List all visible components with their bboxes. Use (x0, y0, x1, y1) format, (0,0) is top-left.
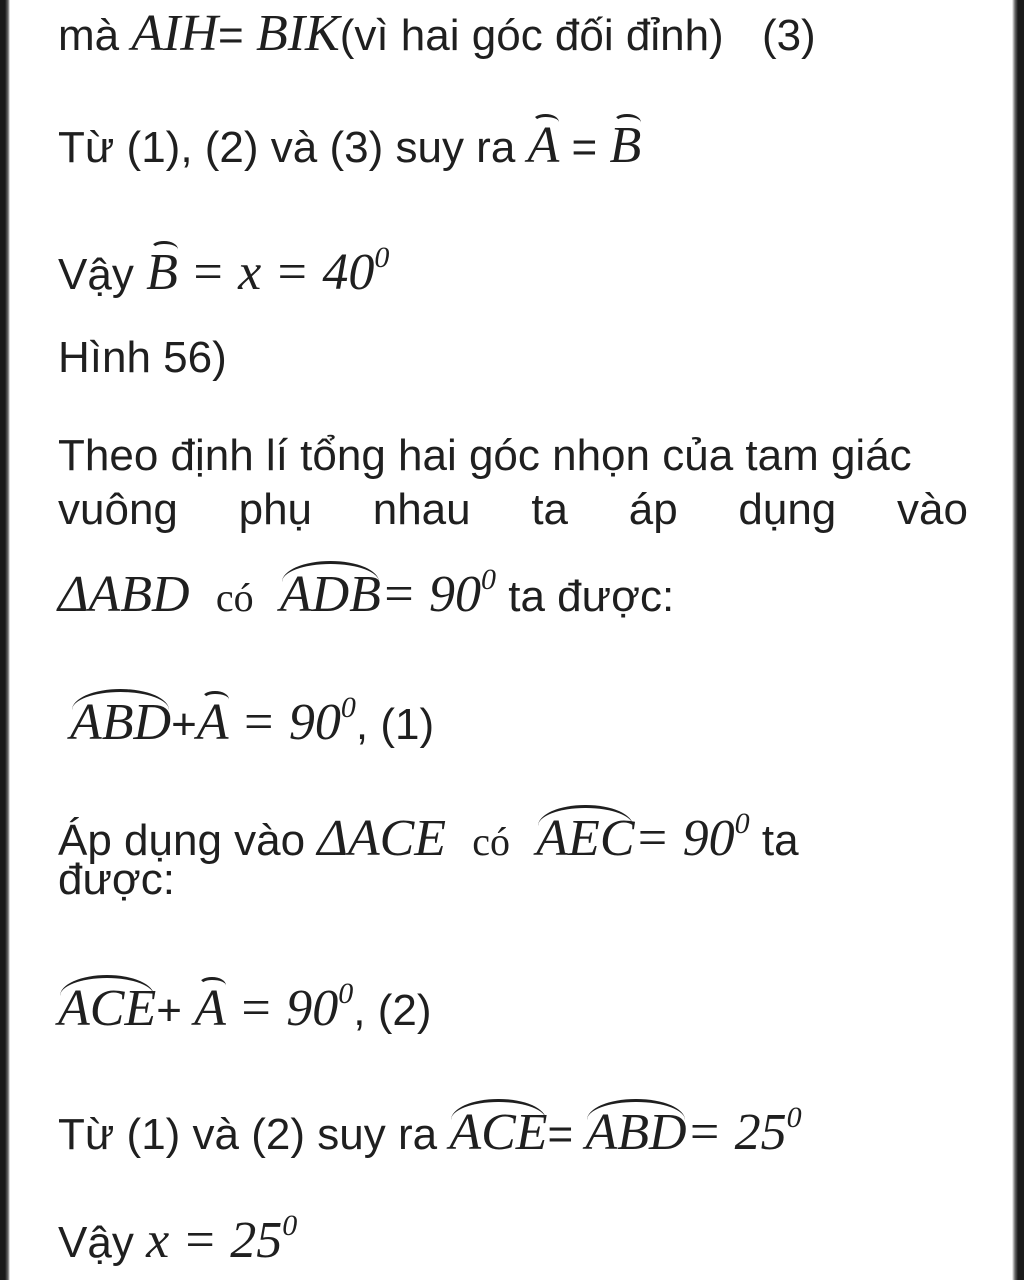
degree-sup: 0 (734, 807, 750, 840)
math-value: = 90 (238, 980, 339, 1037)
ref: , (1) (355, 700, 435, 749)
math-angle-bik: BIK (255, 5, 340, 62)
word-co: có (215, 575, 254, 620)
math-angle-b: B (609, 117, 642, 174)
text: Vậy (58, 250, 134, 299)
equals: = (547, 1110, 574, 1159)
math-angle-abd: ABD (70, 694, 172, 751)
plus: + (171, 700, 197, 749)
text: Từ (1) và (2) suy ra (58, 1110, 438, 1159)
right-screen-edge (1012, 0, 1024, 1280)
text: được: (58, 855, 176, 904)
word: vào (896, 485, 968, 534)
math-angle-b: B (146, 244, 178, 301)
word: nhau (372, 485, 471, 534)
heading-text: Hình 56) (58, 333, 227, 382)
degree-sup: 0 (282, 1209, 298, 1242)
text: Vậy (58, 1218, 134, 1267)
math-angle-ace: ACE (449, 1104, 548, 1161)
word: ta (531, 485, 569, 534)
paragraph-apply-ace-line2 (58, 852, 968, 908)
word: phụ (238, 485, 313, 534)
text: mà (58, 11, 120, 60)
text: Từ (1), (2) và (3) suy ra (58, 123, 516, 172)
math-value: x = 25 (146, 1212, 283, 1269)
ref: (3) (761, 11, 816, 60)
degree-sup: 0 (481, 563, 497, 596)
plus: + (156, 986, 182, 1035)
degree-sup: 0 (374, 241, 390, 274)
text: Áp dụng vào (58, 816, 306, 865)
line-vertical-angles (58, 6, 968, 64)
math-angle-abd: ABD (585, 1104, 687, 1161)
math-value: = 90 (240, 694, 341, 751)
degree-sup: 0 (340, 691, 356, 724)
ref: , (2) (353, 986, 432, 1035)
line-b-equals-x (58, 230, 968, 303)
math-value: = 90 (380, 566, 482, 623)
equals: = (218, 11, 244, 60)
math-angle-aec: AEC (536, 810, 635, 867)
word: áp (628, 485, 678, 534)
text: ta (761, 816, 799, 865)
math-triangle-ace: ΔACE (317, 810, 447, 867)
note: (vì hai góc đối đỉnh) (339, 11, 724, 60)
math-angle-a: A (527, 117, 560, 174)
math-angle-adb: ADB (279, 566, 381, 623)
line-conclude-ace-equals-abd (58, 1090, 968, 1163)
math-angle-a: A (196, 694, 229, 751)
math-angle-ace: ACE (58, 980, 157, 1037)
math-value: = 25 (686, 1104, 787, 1161)
paragraph-theorem-line3 (58, 552, 968, 626)
section-heading-figure-56 (58, 330, 968, 386)
equation-1 (70, 680, 968, 753)
word-co: có (472, 819, 511, 864)
math-angle-aih: AIH (131, 5, 218, 62)
line-conclude-a-equals-b (58, 118, 968, 176)
math-equation: = x = 40 (190, 244, 375, 301)
math-value: = 90 (634, 810, 735, 867)
word: dụng (738, 485, 837, 534)
text: Theo định lí tổng hai góc nhọn của tam giác (58, 431, 912, 480)
degree-sup: 0 (786, 1101, 802, 1134)
degree-sup: 0 (338, 977, 354, 1010)
math-angle-a: A (194, 980, 226, 1037)
equation-2 (58, 966, 968, 1039)
line-final-answer (58, 1198, 968, 1271)
left-screen-edge (0, 0, 10, 1280)
word: vuông (58, 485, 178, 534)
text: ta được: (508, 572, 675, 621)
equals: = (571, 123, 598, 172)
paragraph-theorem-line1 (58, 428, 968, 484)
paragraph-theorem-line2 (58, 482, 968, 538)
math-triangle-abd: ΔABD (58, 566, 190, 623)
